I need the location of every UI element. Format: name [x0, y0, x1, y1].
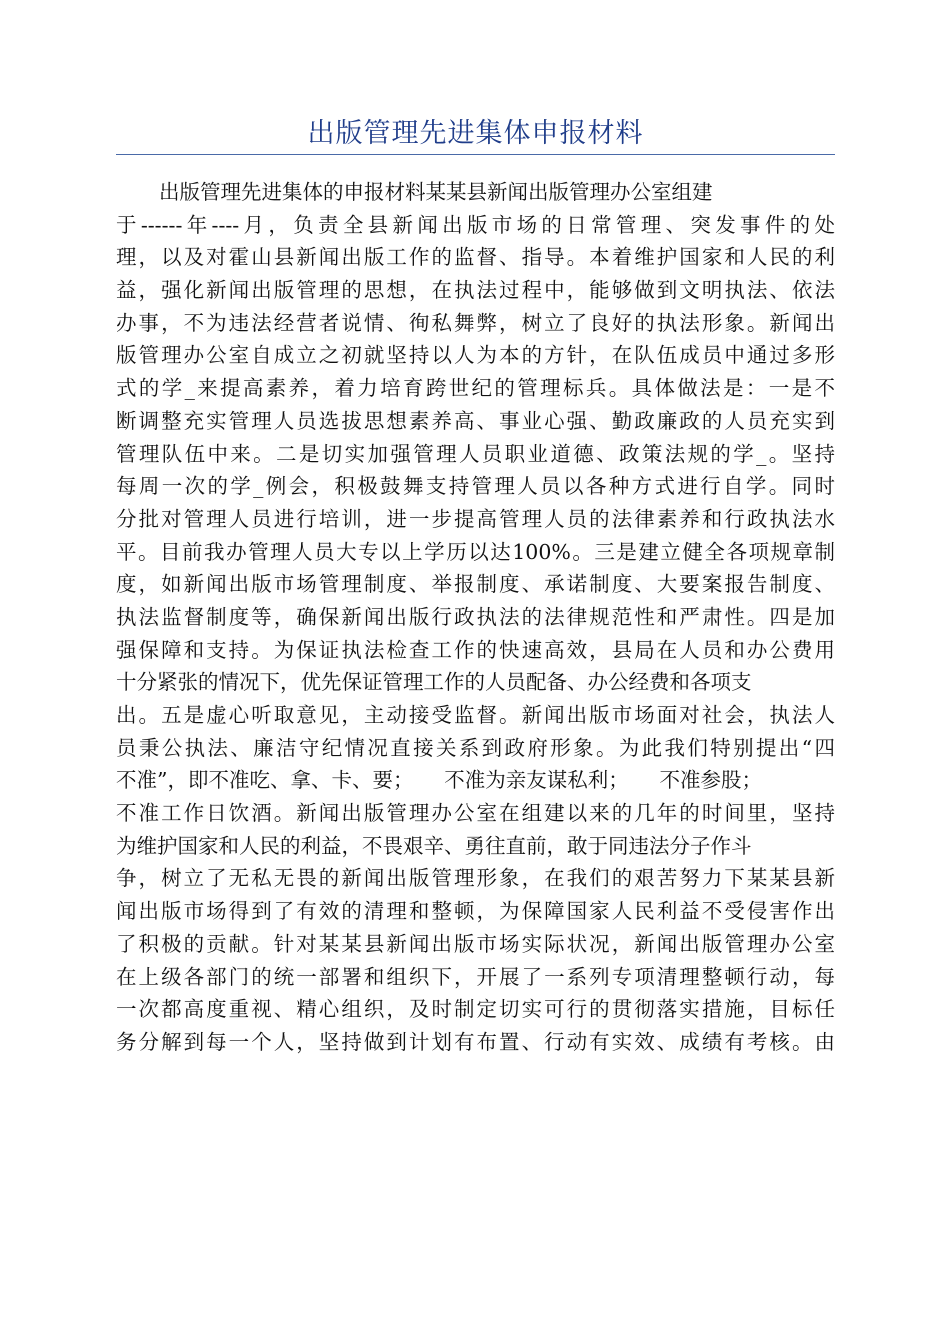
paragraph-line: 断调整充实管理人员选拔思想素养高、事业心强、勤政廉政的人员充实到 — [116, 408, 835, 433]
paragraph-line: 执法监督制度等，确保新闻出版行政执法的法律规范性和严肃性。四是加 — [116, 604, 835, 629]
paragraph-line: 出。五是虚心听取意见，主动接受监督。新闻出版市场面对社会，执法人 — [116, 703, 835, 727]
paragraph-line: 理，以及对霍山县新闻出版工作的监督、指导。本着维护国家和人民的利 — [116, 245, 835, 270]
paragraph-line: 度，如新闻出版市场管理制度、举报制度、承诺制度、大要案报告制度、 — [116, 572, 835, 597]
paragraph-line: 于------年----月，负责全县新闻出版市场的日常管理、突发事件的处 — [116, 212, 835, 237]
document-body — [116, 176, 835, 1059]
paragraph-line: 式的学_来提高素养，着力培育跨世纪的管理标兵。具体做法是：一是不 — [116, 376, 835, 401]
paragraph-line: 平。目前我办管理人员大专以上学历以达100%。三是建立健全各项规章制 — [116, 539, 835, 564]
paragraph-line: 益，强化新闻出版管理的思想，在执法过程中，能够做到文明执法、依法 — [116, 278, 835, 303]
paragraph-line: 不准”，即不准吃、拿、卡、要； 不准为亲友谋私利； 不准参股； — [116, 768, 762, 793]
paragraph-line: 闻出版市场得到了有效的清理和整顿，为保障国家人民利益不受侵害作出 — [116, 899, 835, 924]
paragraph-line: 争，树立了无私无畏的新闻出版管理形象，在我们的艰苦努力下某某县新 — [116, 866, 835, 891]
paragraph-line: 强保障和支持。为保证执法检查工作的快速高效，县局在人员和办公费用 — [116, 637, 835, 662]
paragraph-line: 务分解到每一个人，坚持做到计划有布置、行动有实效、成绩有考核。由 — [116, 1029, 835, 1054]
paragraph-line: 办事，不为违法经营者说情、徇私舞弊，树立了良好的执法形象。新闻出 — [116, 310, 835, 335]
paragraph-line: 一次都高度重视、精心组织，及时制定切实可行的贯彻落实措施，目标任 — [116, 997, 835, 1022]
paragraph-line: 每周一次的学_例会，积极鼓舞支持管理人员以各种方式进行自学。同时 — [116, 474, 835, 499]
paragraph-line: 在上级各部门的统一部署和组织下，开展了一系列专项清理整顿行动，每 — [116, 964, 835, 989]
paragraph-line: 版管理办公室自成立之初就坚持以人为本的方针，在队伍成员中通过多形 — [116, 343, 835, 368]
page-title: 出版管理先进集体申报材料 — [307, 118, 644, 149]
paragraph-line: 不准工作日饮酒。新闻出版管理办公室在组建以来的几年的时间里，坚持 — [116, 801, 835, 826]
title-underline — [116, 154, 835, 155]
paragraph-line: 十分紧张的情况下，优先保证管理工作的人员配备、办公经费和各项支 — [116, 670, 752, 695]
paragraph-line: 为维护国家和人民的利益，不畏艰辛、勇往直前，敢于同违法分子作斗 — [116, 833, 752, 858]
paragraph-line: 分批对管理人员进行培训，进一步提高管理人员的法律素养和行政执法水 — [116, 506, 835, 531]
paragraph-line: 了积极的贡献。针对某某县新闻出版市场实际状况，新闻出版管理办公室 — [116, 931, 835, 956]
paragraph-line: 员秉公执法、廉洁守纪情况直接关系到政府形象。为此我们特别提出“四 — [116, 735, 835, 760]
paragraph-line: 出版管理先进集体的申报材料某某县新闻出版管理办公室组建 — [159, 180, 713, 204]
paragraph-line: 管理队伍中来。二是切实加强管理人员职业道德、政策法规的学_。坚持 — [116, 441, 835, 466]
